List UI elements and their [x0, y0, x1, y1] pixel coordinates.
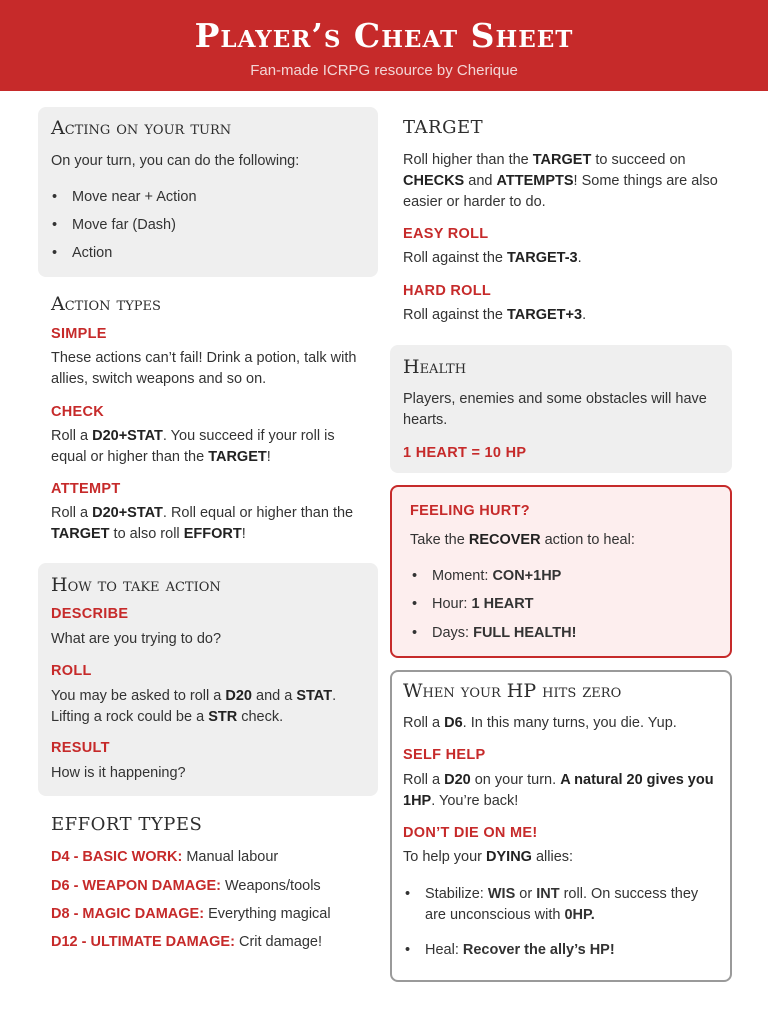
target-text: Roll higher than the TARGET to succeed on CHECKS and ATTEMPTS! Some things are also easier or harder to do.	[403, 152, 718, 210]
hp-zero-text: Roll a D6. In this many turns, you die. Yup.	[403, 715, 677, 731]
feeling-hurt-intro: Take the RECOVER action to heal:	[410, 532, 635, 548]
effort-row: D4 - BASIC WORK: Manual labour	[51, 849, 279, 865]
hp-zero-heading: When your HP hits zero	[403, 680, 622, 702]
acting-item: • Move near + Action	[50, 187, 197, 208]
self-help-label: SELF HELP	[403, 747, 486, 763]
attempt-text: Roll a D20+STAT. Roll equal or higher than the TARGET to also roll EFFORT!	[51, 505, 354, 542]
check-text: Roll a D20+STAT. You succeed if your roll is equal or higher than the TARGET!	[51, 428, 335, 465]
heart-rule: 1 HEART = 10 HP	[403, 445, 527, 461]
simple-text: These actions can’t fail! Drink a potion, talk with allies, switch weapons and so on.	[51, 350, 357, 387]
effort-row: D12 - ULTIMATE DAMAGE: Crit damage!	[51, 934, 322, 950]
describe-text: What are you trying to do?	[51, 631, 222, 647]
page-title: Player’s Cheat Sheet	[194, 16, 574, 55]
page-header	[0, 0, 768, 91]
hard-roll-label: HARD ROLL	[403, 283, 492, 299]
dont-die-label: DON’T DIE ON ME!	[403, 825, 538, 841]
target-heading: TARGET	[403, 117, 484, 138]
roll-text: You may be asked to roll a D20 and a STAT. Lifting a rock could be a STR check.	[51, 688, 337, 725]
stabilize-item: • Stabilize: WIS or INT roll. On success they are unconscious with 0HP.	[403, 884, 723, 926]
hard-roll-text: Roll against the TARGET+3.	[403, 307, 587, 323]
how-to-panel	[38, 563, 378, 796]
describe-label: DESCRIBE	[51, 606, 129, 622]
how-to-heading: How to take action	[51, 574, 221, 596]
easy-roll-text: Roll against the TARGET-3.	[403, 250, 582, 266]
feeling-hurt-label: FEELING HURT?	[410, 503, 530, 519]
easy-roll-label: EASY ROLL	[403, 226, 489, 242]
effort-heading: EFFORT TYPES	[51, 814, 203, 835]
check-label: CHECK	[51, 404, 105, 420]
recover-item: • Hour: 1 HEART	[410, 594, 534, 615]
page-subtitle: Fan-made ICRPG resource by Cherique	[250, 62, 518, 79]
roll-label: ROLL	[51, 663, 92, 679]
acting-item: • Move far (Dash)	[50, 215, 176, 236]
acting-intro: On your turn, you can do the following:	[51, 153, 300, 169]
effort-row: D6 - WEAPON DAMAGE: Weapons/tools	[51, 878, 321, 894]
self-help-text: Roll a D20 on your turn. A natural 20 gives you 1HP. You’re back!	[403, 772, 714, 809]
health-heading: Health	[403, 356, 467, 378]
health-text: Players, enemies and some obstacles will have hearts.	[403, 391, 707, 428]
attempt-label: ATTEMPT	[51, 481, 121, 497]
action-types-heading: Action types	[51, 293, 161, 315]
simple-label: SIMPLE	[51, 326, 107, 342]
dont-die-intro: To help your DYING allies:	[403, 849, 574, 865]
recover-item: • Days: FULL HEALTH!	[410, 623, 576, 644]
acting-item: • Action	[50, 243, 112, 264]
result-text: How is it happening?	[51, 765, 186, 781]
recover-item: • Moment: CON+1HP	[410, 566, 561, 587]
effort-row: D8 - MAGIC DAMAGE: Everything magical	[51, 906, 331, 922]
heal-item: • Heal: Recover the ally’s HP!	[403, 940, 615, 961]
acting-heading: Acting on your turn	[51, 117, 232, 139]
result-label: RESULT	[51, 740, 110, 756]
